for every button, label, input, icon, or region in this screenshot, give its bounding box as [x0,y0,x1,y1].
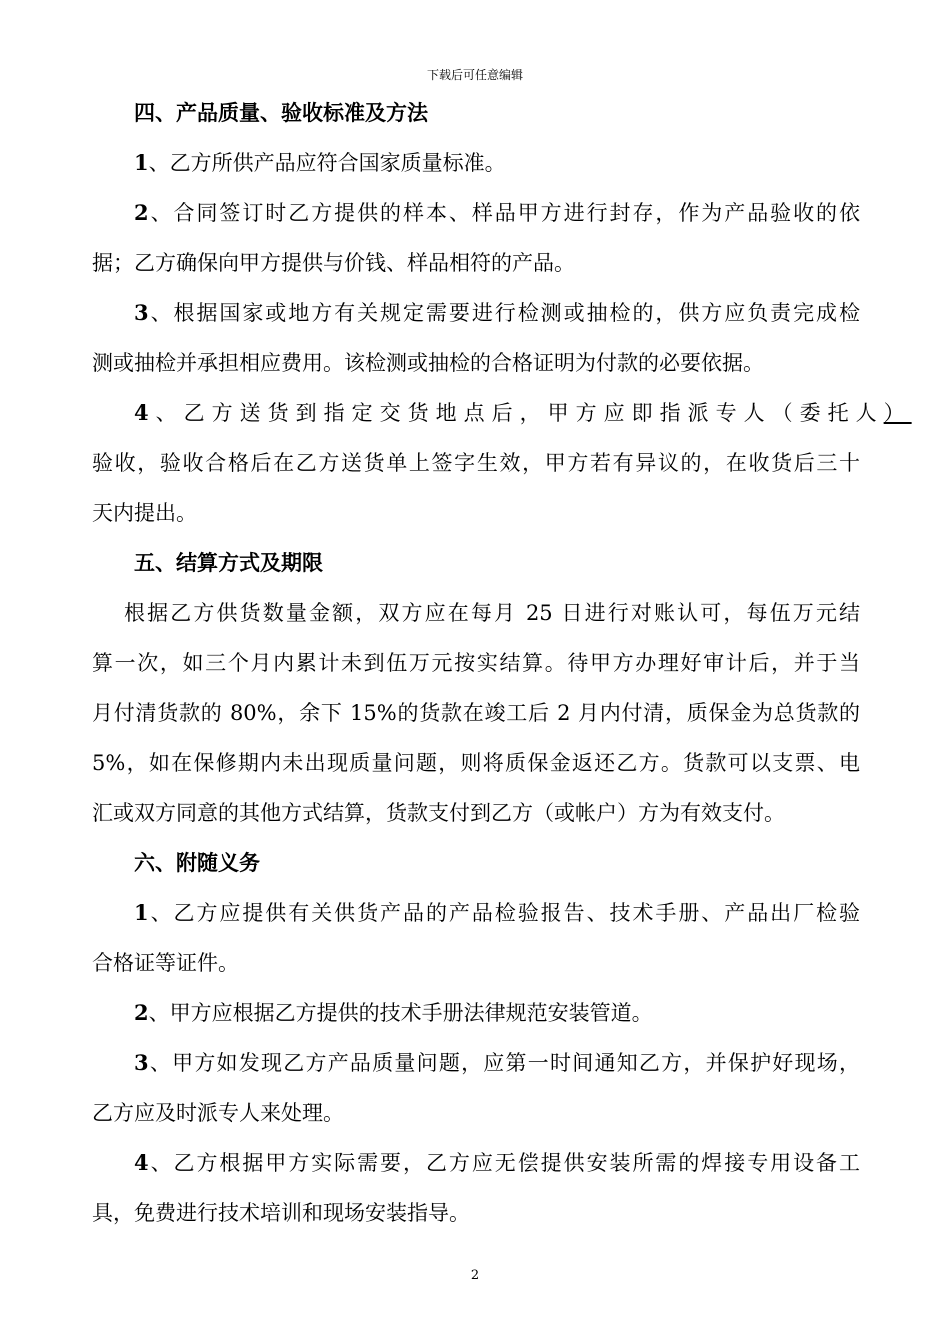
section-5-heading: 五、结算方式及期限 [134,551,323,575]
clause-number: 3 [134,300,149,325]
underlined-text: ） [883,401,912,425]
page-header: 下载后可任意编辑 [426,68,523,82]
s5-line-3: 月付清货款的 80%，余下 15%的货款在竣工后 2 月内付清，质保金为总货款的 [92,701,860,725]
section-4-heading: 四、产品质量、验收标准及方法 [134,101,428,125]
s4-clause-2-line-1 [92,188,860,238]
clause-text: 、甲方应根据乙方提供的技术手册法律规范安装管道。 [148,1001,653,1025]
s5-line-5: 汇或双方同意的其他方式结算，货款支付到乙方（或帐户）方为有效支付。 [92,801,785,825]
clause-text: 、根据国家或地方有关规定需要进行检测或抽检的，供方应负责完成检 [148,301,860,325]
s5-line-4: 5%，如在保修期内未出现质量问题，则将质保金返还乙方。货款可以支票、电 [92,751,860,775]
s4-clause-4-line-2: 验收，验收合格后在乙方送货单上签字生效，甲方若有异议的，在收货后三十 [92,451,860,475]
s6-clause-1-line-2: 合格证等证件。 [92,951,239,975]
s5-line-2: 算一次，如三个月内累计未到伍万元按实结算。待甲方办理好审计后，并于当 [92,651,860,675]
clause-number: 2 [134,1000,149,1025]
clause-text: 、甲方如发现乙方产品质量问题，应第一时间通知乙方，并保护好现场， [148,1051,860,1075]
clause-text: 、乙方所供产品应符合国家质量标准。 [148,151,506,175]
s5-line-1: 根据乙方供货数量金额，双方应在每月 25 日进行对账认可，每伍万元结 [124,601,860,625]
clause-number: 4 [134,1150,149,1175]
page-number: 2 [470,1268,480,1283]
s4-clause-2-line-2: 据；乙方确保向甲方提供与价钱、样品相符的产品。 [92,251,575,275]
clause-number: 3 [134,1050,149,1075]
s6-clause-2 [92,988,860,1038]
s6-clause-4-line-1 [92,1138,860,1188]
s4-clause-3-line-2: 测或抽检并承担相应费用。该检测或抽检的合格证明为付款的必要依据。 [92,351,764,375]
s4-clause-3-line-1 [92,288,860,338]
clause-number: 1 [134,150,149,175]
clause-text: 、乙方根据甲方实际需要，乙方应无偿提供安装所需的焊接专用设备工 [148,1151,860,1175]
clause-text: 、乙方送货到指定交货地点后，甲方应即指派专人（委托人 [155,401,884,425]
section-6-heading: 六、附随义务 [134,851,260,875]
document-body [92,88,912,1238]
s6-clause-3-line-2: 乙方应及时派专人来处理。 [92,1101,344,1125]
clause-number: 1 [134,900,149,925]
clause-text: 、乙方应提供有关供货产品的产品检验报告、技术手册、产品出厂检验 [148,901,860,925]
clause-number: 4 [134,400,156,425]
s6-clause-1-line-1 [92,888,860,938]
s6-clause-3-line-1 [92,1038,860,1088]
s4-clause-4-line-1 [92,388,912,438]
clause-number: 2 [134,200,149,225]
clause-text: 、合同签订时乙方提供的样本、样品甲方进行封存，作为产品验收的依 [148,201,860,225]
s4-clause-1 [92,138,860,188]
s4-clause-4-line-3: 天内提出。 [92,501,197,525]
s6-clause-4-line-2: 具，免费进行技术培训和现场安装指导。 [92,1201,470,1225]
